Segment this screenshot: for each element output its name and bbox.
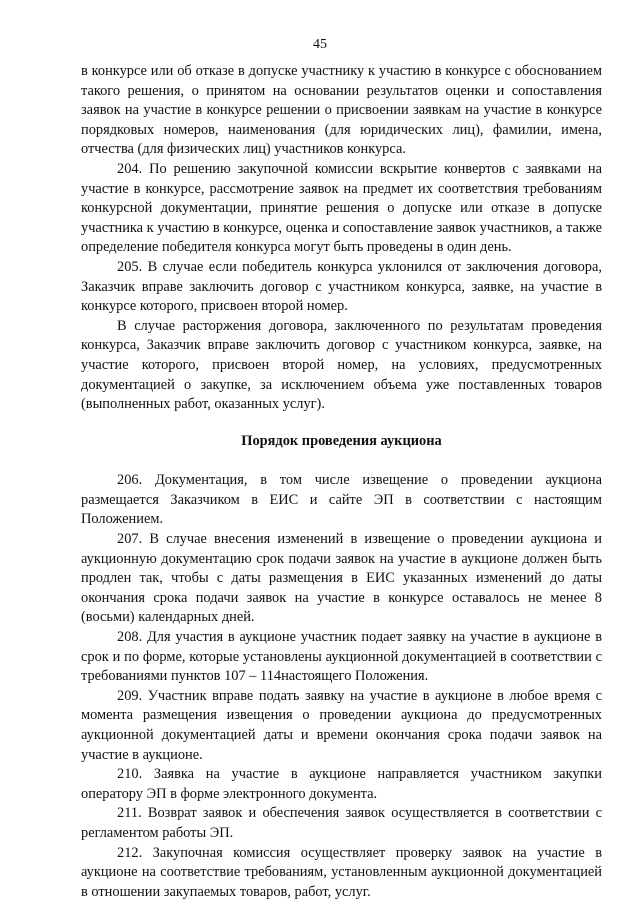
paragraph-205-continued <box>81 317 602 415</box>
paragraph-continuation <box>81 62 602 160</box>
document-body <box>81 62 602 902</box>
paragraph-text: Для участия в аукционе участник подает заявку на участие в аукционе в срок и по форме, которые установлены аукционной документацией в соответствии с требованиями пунктов 107 – 114настоящего Положения. <box>81 629 602 685</box>
paragraph-number: 210. <box>117 766 143 783</box>
paragraph-text: в конкурсе или об отказе в допуске участнику к участию в конкурсе с обоснованием такого решения, о принятом на основании результатов оценки и сопоставления заявок на участие в конкурсе решении о присвоении заявкам на участие в конкурсе порядковых номеров, наименования (для юридических лиц), фамилии, имена, отчества (для физических лиц) участников конкурса. <box>81 63 602 158</box>
paragraph-text: Заявка на участие в аукционе направляется участником закупки оператору ЭП в форме электронного документа. <box>81 766 602 802</box>
paragraph-text: Закупочная комиссия осуществляет проверку заявок на участие в аукционе на соответствие требованиям, установленным аукционной документацией в отношении закупаемых товаров, работ, услуг. <box>81 844 602 900</box>
paragraph-number: 208. <box>117 629 143 646</box>
paragraph-209 <box>81 687 602 765</box>
paragraph-text: В случае расторжения договора, заключенного по результатам проведения конкурса, Заказчик вправе заключить договор с участником конкурса, заявке, на участие которого, присвоен второй номер, на условиях, предусмотренных документацией о закупке, за исключением объема уже поставленных товаров (выполненных работ, оказанных услуг). <box>81 317 602 413</box>
paragraph-text: Документация, в том числе извещение о проведении аукциона размещается Заказчиком в ЕИС и сайте ЭП в соответствии с настоящим Положением. <box>81 472 602 528</box>
paragraph-text: По решению закупочной комиссии вскрытие конвертов с заявками на участие в конкурсе, рассмотрение заявок на предмет их соответствия требованиям конкурсной документации, принятие решения о допуске или отказе в допуске участника к участию в конкурсе, оценка и сопоставление заявок участников, а также определение победителя конкурса могут быть проведены в один день. <box>81 160 602 256</box>
paragraph-number: 206. <box>117 472 143 489</box>
paragraph-text: Возврат заявок и обеспечения заявок осуществляется в соответствии с регламентом работы ЭП. <box>81 805 602 841</box>
paragraph-text: В случае внесения изменений в извещение о проведении аукциона и аукционную документацию срок подачи заявок на участие в аукционе должен быть продлен так, чтобы с даты размещения в ЕИС указанных изменений до даты окончания срока подачи заявок на участие в конкурсе оставалось не менее 8 (восьми) календарных дней. <box>81 531 603 626</box>
paragraph-210 <box>81 765 602 804</box>
paragraph-text: Участник вправе подать заявку на участие в аукционе в любое время с момента размещения извещения о проведении аукциона до предусмотренных аукционной документацией даты и времени окончания срока подачи заявок на участие в аукционе. <box>81 687 602 763</box>
paragraph-212 <box>81 844 602 903</box>
paragraph-204 <box>81 160 602 258</box>
paragraph-number: 205. <box>117 258 143 275</box>
paragraph-number: 207. <box>117 531 143 548</box>
paragraph-206 <box>81 471 602 530</box>
paragraph-207 <box>81 530 602 628</box>
paragraph-number: 204. <box>117 160 143 177</box>
paragraph-number: 212. <box>117 844 143 861</box>
section-heading: Порядок проведения аукциона <box>241 432 442 449</box>
paragraph-number: 209. <box>117 687 143 704</box>
paragraph-text: В случае если победитель конкурса уклонился от заключения договора, Заказчик вправе заключить договор с участником конкурса, заявке, на участие в конкурсе которого, присвоен второй номер. <box>81 258 602 315</box>
paragraph-205 <box>81 258 602 317</box>
paragraph-211 <box>81 804 602 843</box>
paragraph-208 <box>81 628 602 687</box>
paragraph-number: 211. <box>117 805 142 822</box>
page-number: 45 <box>313 37 327 52</box>
